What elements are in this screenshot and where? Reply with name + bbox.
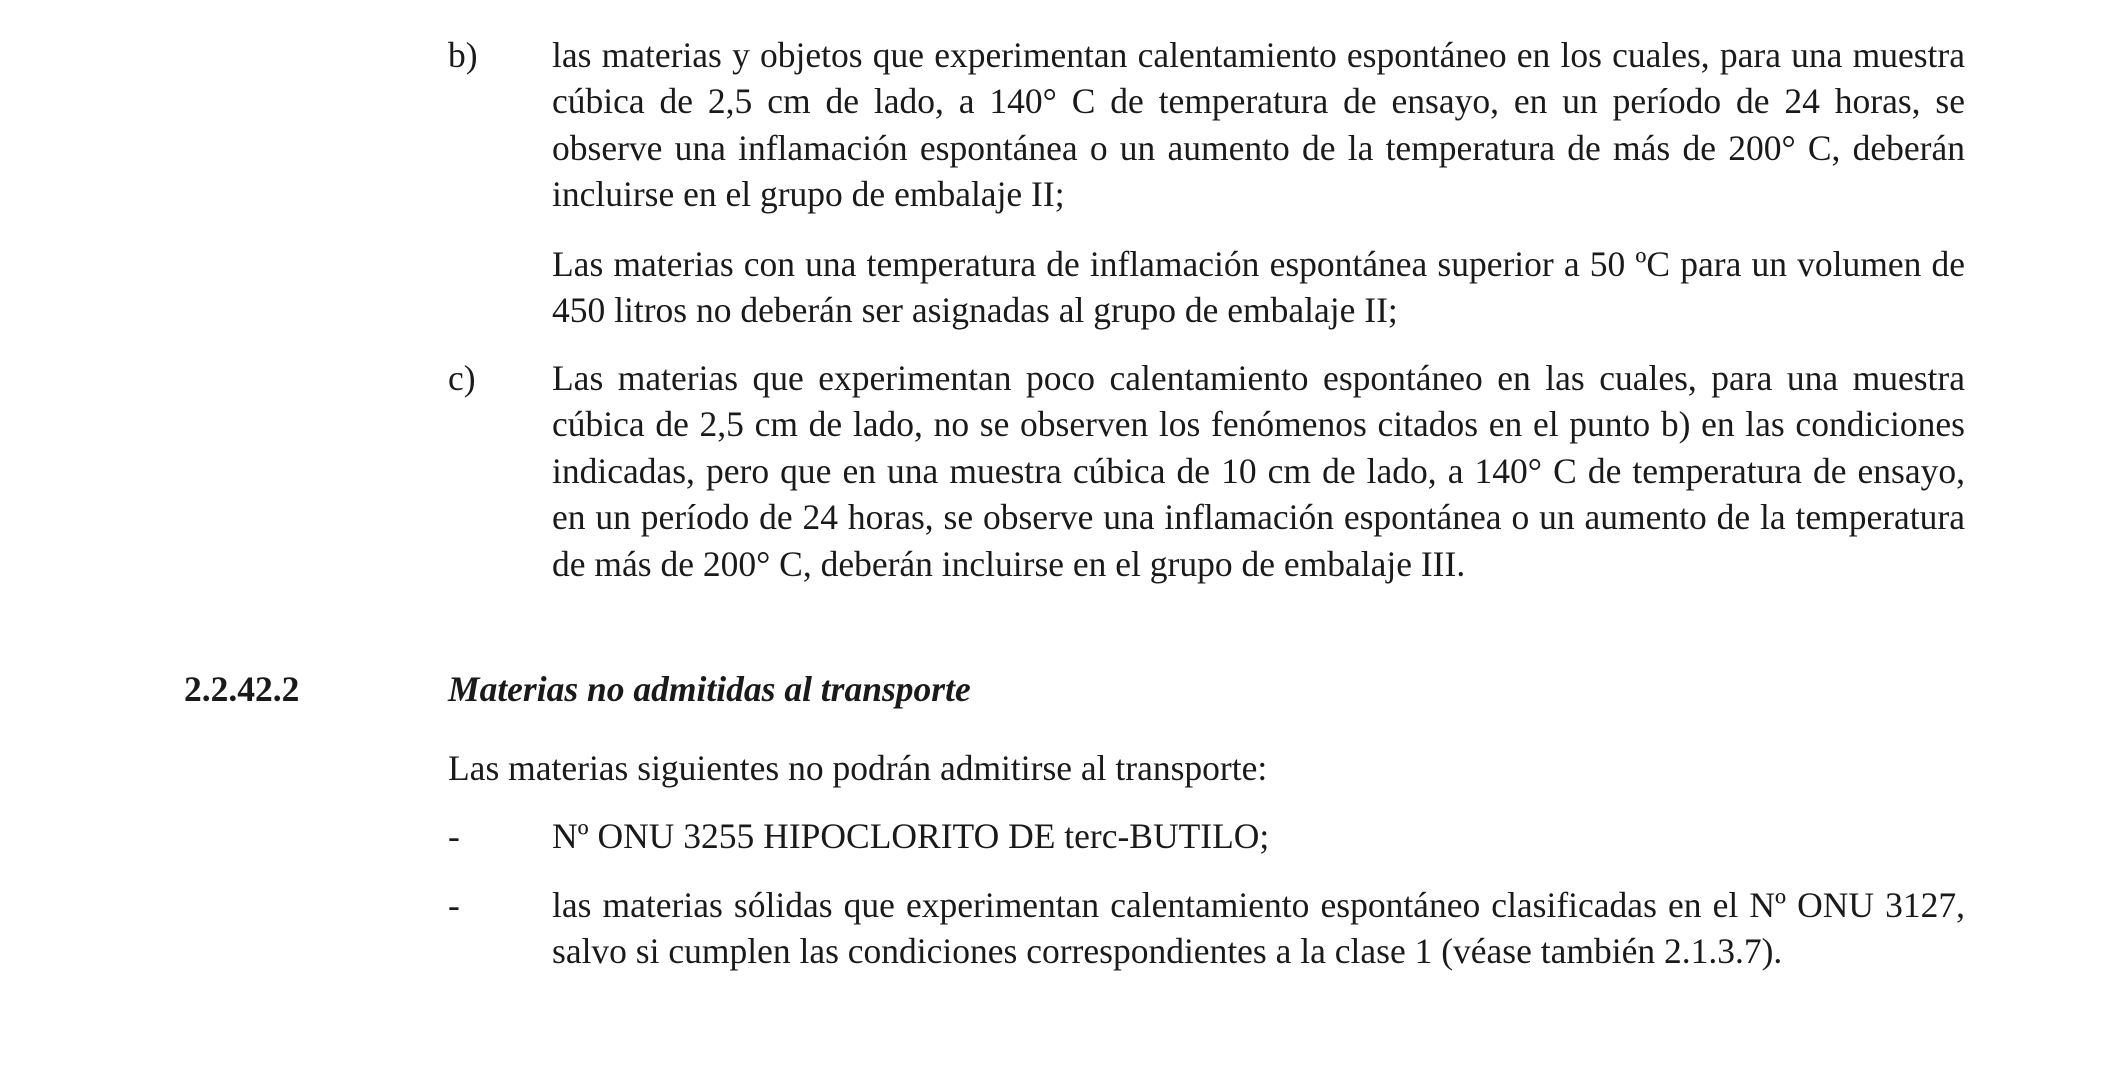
- list-item-c-text: Las materias que experimentan poco calentamiento espontáneo en las cuales, para una muestra cúbica de 2,5 cm de lado, no se observen los fenómenos citados en el punto b) en las condiciones indicadas, pero que en una muestra cúbica de 10 cm de lado, a 140° C de temperatura de ensayo, en un período de 24 horas, se observe una inflamación espontánea o un aumento de la temperatura de más de 200° C, deberán incluirse en el grupo de embalaje III.: [552, 358, 1965, 584]
- list-marker-b: b): [448, 35, 478, 75]
- list-item-b-text: las materias y objetos que experimentan calentamiento espontáneo en los cuales, para una muestra cúbica de 2,5 cm de lado, a 140° C de temperatura de ensayo, en un período de 24 horas, se observe una inflamación espontánea o un aumento de la temperatura de más de 200° C, deberán incluirse en el grupo de embalaje II;: [552, 35, 1965, 215]
- section-number: 2.2.42.2: [184, 669, 300, 709]
- dash-marker-1: -: [448, 816, 460, 856]
- list-marker-c: c): [448, 358, 476, 398]
- dash-item-2-text: las materias sólidas que experimentan calentamiento espontáneo clasificadas en el Nº ONU 3127, salvo si cumplen las condiciones correspondientes a la clase 1 (véase también 2.1.3.7).: [552, 885, 1965, 972]
- section-intro: Las materias siguientes no podrán admitirse al transporte:: [448, 748, 1268, 788]
- dash-item-1-text: Nº ONU 3255 HIPOCLORITO DE terc-BUTILO;: [552, 816, 1270, 856]
- list-item-b-note: Las materias con una temperatura de inflamación espontánea superior a 50 ºC para un volumen de 450 litros no deberán ser asignadas al grupo de embalaje II;: [552, 244, 1965, 331]
- section-title: Materias no admitidas al transporte: [448, 669, 971, 709]
- dash-marker-2: -: [448, 885, 460, 925]
